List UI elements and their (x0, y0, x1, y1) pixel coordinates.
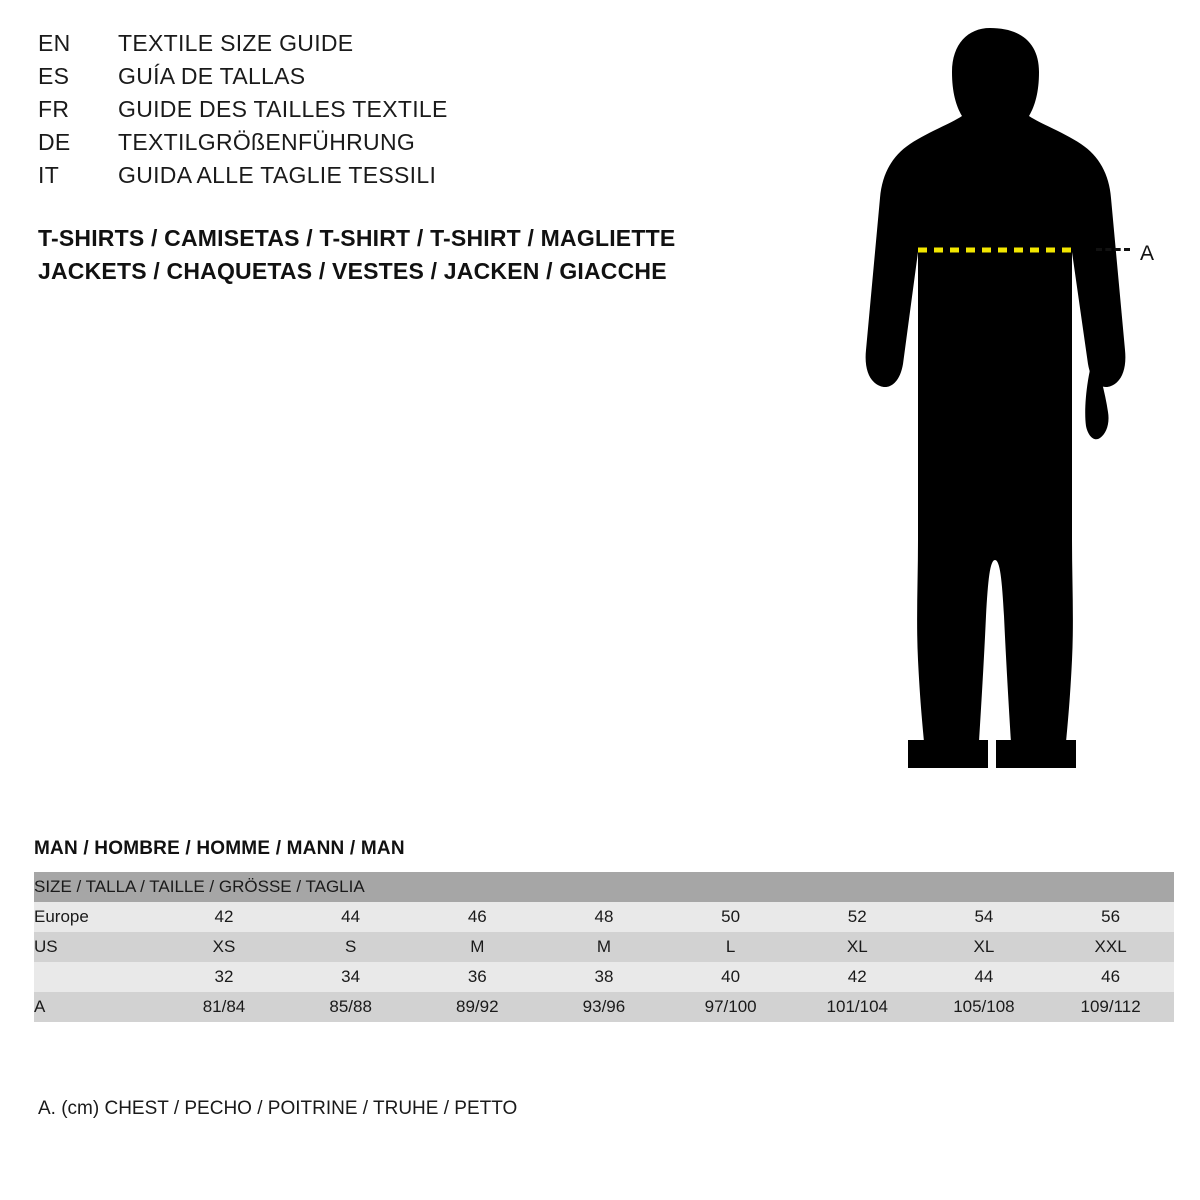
table-cell: 42 (161, 902, 288, 932)
table-cell: XXL (1047, 932, 1174, 962)
table-cell: 105/108 (921, 992, 1048, 1022)
table-cell: 46 (1047, 962, 1174, 992)
language-code: EN (38, 30, 71, 56)
garment-categories (38, 222, 798, 288)
language-header-block (38, 30, 738, 195)
table-heading-man: MAN / HOMBRE / HOMME / MANN / MAN (34, 838, 405, 859)
table-header-label: SIZE / TALLA / TAILLE / GRÖSSE / TAGLIA (34, 872, 1174, 902)
table-cell: 101/104 (794, 992, 921, 1022)
table-row (34, 962, 1174, 992)
table-cell: 89/92 (414, 992, 541, 1022)
table-cell: 36 (414, 962, 541, 992)
row-label: A (34, 992, 161, 1022)
table-header-row (34, 872, 1174, 902)
measure-label-a: A (1140, 242, 1155, 265)
language-title: GUIDE DES TAILLES TEXTILE (118, 96, 448, 122)
table-cell: 50 (667, 902, 794, 932)
language-title: GUIDA ALLE TAGLIE TESSILI (118, 162, 437, 188)
table-cell: 46 (414, 902, 541, 932)
language-row (38, 96, 738, 129)
table-cell: 44 (287, 902, 414, 932)
table-cell: 52 (794, 902, 921, 932)
table-cell: 85/88 (287, 992, 414, 1022)
language-code: DE (38, 129, 71, 155)
table-cell: 56 (1047, 902, 1174, 932)
language-code: ES (38, 63, 70, 89)
table-cell: XL (921, 932, 1048, 962)
language-title: TEXTILE SIZE GUIDE (118, 30, 354, 56)
table-cell: M (541, 932, 668, 962)
size-table-section (34, 838, 1174, 1022)
table-cell: M (414, 932, 541, 962)
table-cell: 44 (921, 962, 1048, 992)
table-cell: XL (794, 932, 921, 962)
category-jackets: JACKETS / CHAQUETAS / VESTES / JACKEN / GIACCHE (38, 258, 667, 284)
table-cell: L (667, 932, 794, 962)
language-code: IT (38, 162, 60, 188)
row-label: US (34, 932, 161, 962)
table-row (34, 902, 1174, 932)
language-row (38, 63, 738, 96)
table-cell: 34 (287, 962, 414, 992)
language-row (38, 129, 738, 162)
table-row (34, 932, 1174, 962)
language-title: GUÍA DE TALLAS (118, 63, 306, 89)
table-cell: 32 (161, 962, 288, 992)
language-code: FR (38, 96, 70, 122)
measure-leader-line (1096, 248, 1130, 251)
table-cell: XS (161, 932, 288, 962)
table-cell: 93/96 (541, 992, 668, 1022)
language-title: TEXTILGRÖßENFÜHRUNG (118, 129, 416, 155)
table-cell: 81/84 (161, 992, 288, 1022)
row-label (34, 962, 161, 992)
table-cell: 38 (541, 962, 668, 992)
table-cell: S (287, 932, 414, 962)
table-cell: 54 (921, 902, 1048, 932)
table-cell: 48 (541, 902, 668, 932)
language-row (38, 162, 738, 195)
table-cell: 42 (794, 962, 921, 992)
table-cell: 109/112 (1047, 992, 1174, 1022)
size-table (34, 872, 1174, 1022)
table-row (34, 992, 1174, 1022)
category-tshirts: T-SHIRTS / CAMISETAS / T-SHIRT / T-SHIRT / MAGLIETTE (38, 225, 676, 251)
table-cell: 40 (667, 962, 794, 992)
language-row (38, 30, 738, 63)
male-silhouette-icon (800, 20, 1190, 780)
table-cell: 97/100 (667, 992, 794, 1022)
row-label: Europe (34, 902, 161, 932)
footnote-chest-measure: A. (cm) CHEST / PECHO / POITRINE / TRUHE / PETTO (38, 1098, 518, 1119)
body-figure-illustration (800, 20, 1190, 780)
